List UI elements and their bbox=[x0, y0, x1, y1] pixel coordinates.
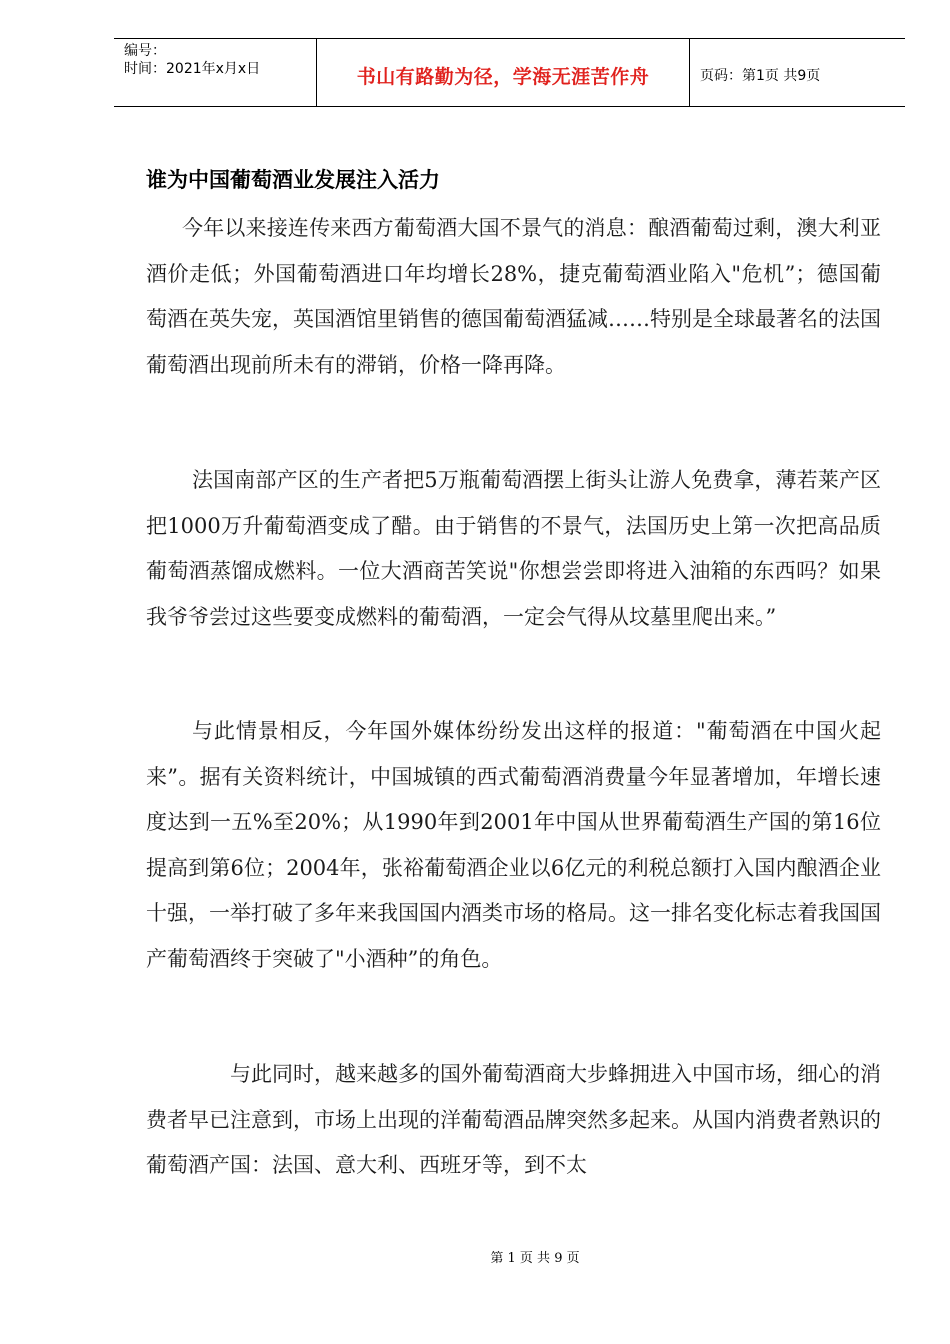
header-table bbox=[114, 38, 905, 107]
document-time-label: 时间：2021年x月x日 bbox=[124, 61, 261, 77]
paragraph-3: 与此情景相反，今年国外媒体纷纷发出这样的报道："葡萄酒在中国火起来”。据有关资料统计，中国城镇的西式葡萄酒消费量今年显著增加，年增长速度达到一五%至20%；从1990年到2001年中国从世界葡萄酒生产国的第16位提高到第6位；2004年，张裕葡萄酒企业以6亿元的利税总额打入国内酿酒企业十强，一举打破了多年来我国国内酒类市场的格局。这一排名变化标志着我国国产葡萄酒终于突破了"小酒种”的角色。 bbox=[146, 719, 881, 971]
paragraph-2: 法国南部产区的生产者把5万瓶葡萄酒摆上街头让游人免费拿，薄若莱产区把1000万升葡萄酒变成了醋。由于销售的不景气，法国历史上第一次把高品质葡萄酒蒸馏成燃料。一位大酒商苦笑说"你想尝尝即将进入油箱的东西吗？如果我爷爷尝过这些要变成燃料的葡萄酒，一定会气得从坟墓里爬出来。” bbox=[146, 468, 881, 629]
page-footer bbox=[0, 1247, 950, 1266]
header-meta-cell bbox=[114, 39, 317, 106]
document-title: 谁为中国葡萄酒业发展注入活力 bbox=[146, 168, 440, 192]
header-motto-cell bbox=[317, 39, 690, 106]
paragraph-4: 与此同时，越来越多的国外葡萄酒商大步蜂拥进入中国市场，细心的消费者早已注意到，市场上出现的洋葡萄酒品牌突然多起来。从国内消费者熟识的葡萄酒产国：法国、意大利、西班牙等，到不太 bbox=[146, 1062, 881, 1177]
header-page-cell bbox=[690, 39, 905, 106]
header-motto: 书山有路勤为径，学海无涯苦作舟 bbox=[356, 66, 650, 88]
footer-page-number: 第 1 页 共 9 页 bbox=[490, 1251, 580, 1266]
header-page-info: 页码：第1页 共9页 bbox=[700, 67, 821, 84]
paragraph-1: 今年以来接连传来西方葡萄酒大国不景气的消息：酿酒葡萄过剩，澳大利亚酒价走低；外国葡萄酒进口年均增长28%，捷克葡萄酒业陷入"危机”；德国葡萄酒在英失宠，英国酒馆里销售的德国葡萄酒猛减……特别是全球最著名的法国葡萄酒出现前所未有的滞销，价格一降再降。 bbox=[146, 216, 881, 377]
document-number-label: 编号： bbox=[124, 43, 166, 59]
